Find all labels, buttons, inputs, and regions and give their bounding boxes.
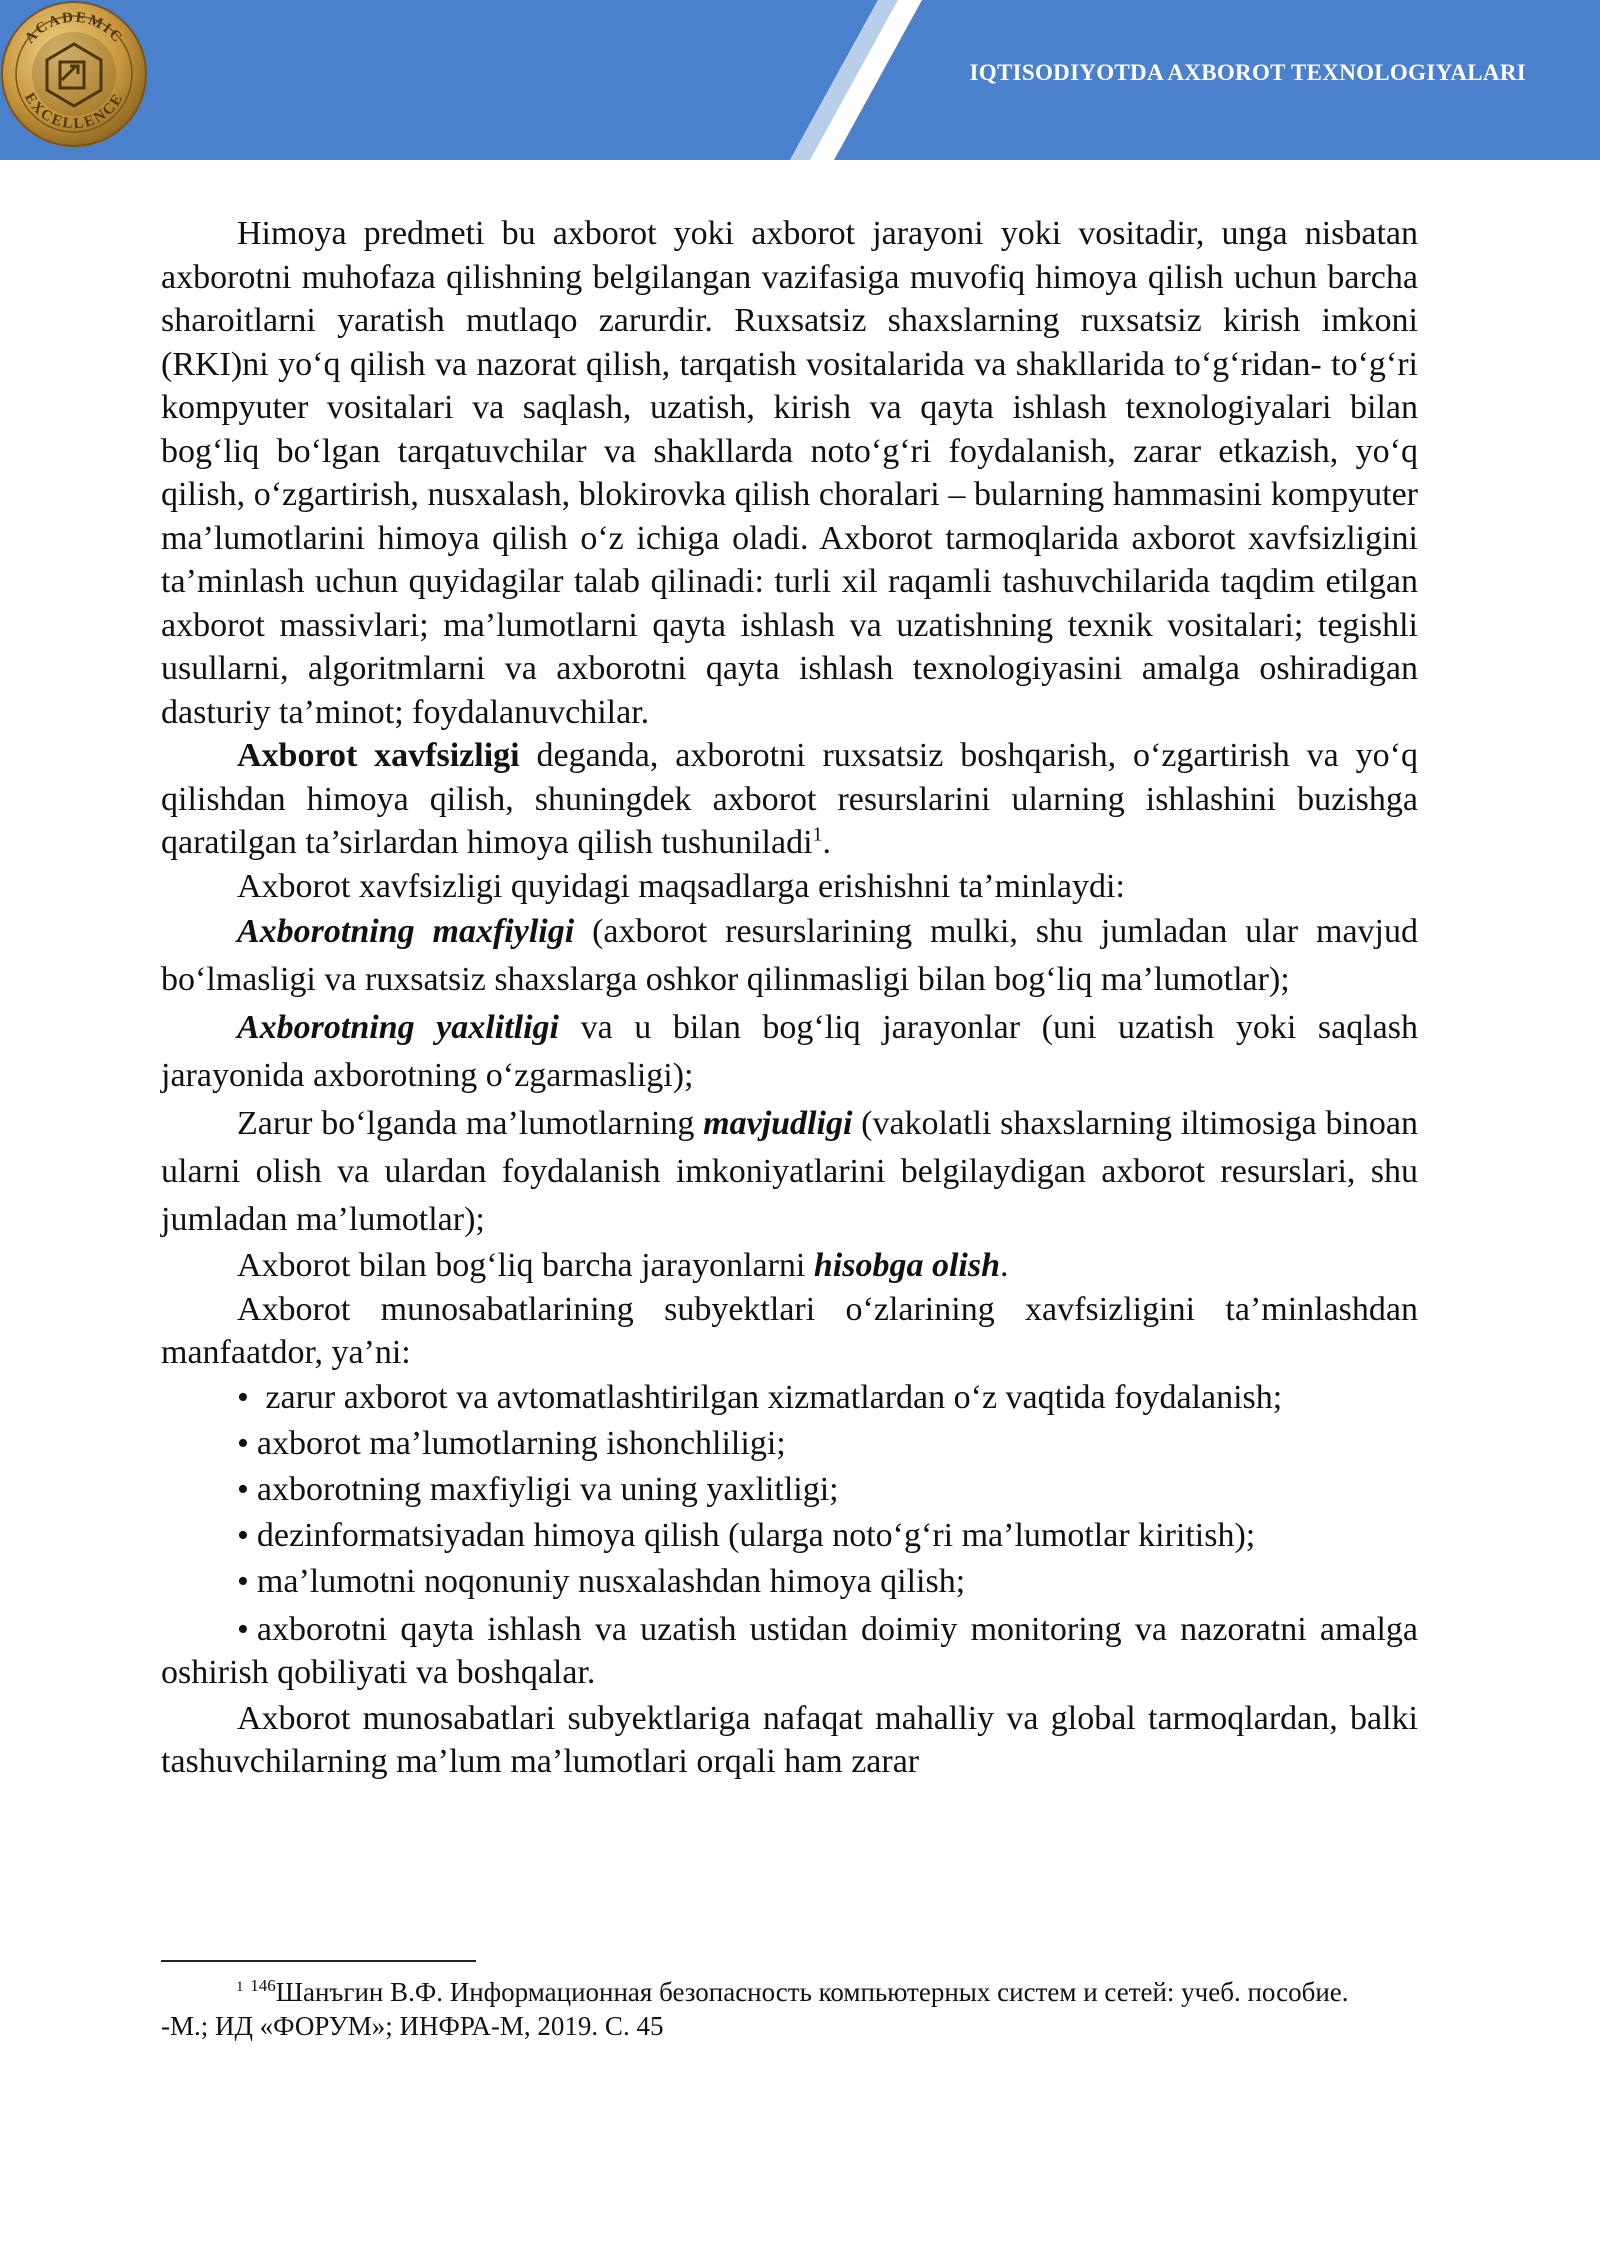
term-hisobga-olish: hisobga olish: [813, 1247, 1000, 1284]
list-item-text: axborotning maxfiyligi va uning yaxlitligi;: [256, 1470, 839, 1508]
list-item: [161, 1559, 1418, 1605]
svg-text:ACADEMIC: ACADEMIC: [21, 9, 127, 47]
paragraph-8: Axborot munosabatlarining subyektlari o‘zlarining xavfsizligini ta’minlashdan manfaatdor, ya’ni:: [161, 1290, 1418, 1371]
list-item: [161, 1421, 1418, 1467]
bullet-icon: •: [237, 1378, 249, 1416]
paragraph-6: [161, 1100, 1418, 1244]
paragraph-7-start: Axborot bilan bog‘liq barcha jarayonlarni: [237, 1247, 814, 1284]
paragraph-5: [161, 1004, 1418, 1100]
term-yaxlitlik: Axborotning yaxlitligi: [237, 1009, 559, 1046]
footnote-text: Шанъгин В.Ф. Информационная безопасность компьютерных систем и сетей: учеб. пособие. -М.; ИД «ФОРУМ»; ИНФРА-М, 2019. С. 45: [161, 1977, 1349, 2041]
header-title: IQTISODIYOTDA AXBOROT TEXNOLOGIYALARI: [969, 60, 1526, 85]
paragraph-7: [161, 1244, 1418, 1288]
paragraph-3: Axborot xavfsizligi quyidagi maqsadlarga erishishni ta’minlaydi:: [237, 867, 1125, 905]
term-mavjudlik: mavjudligi: [703, 1105, 853, 1142]
paragraph-2-end: .: [822, 824, 832, 861]
list-item: [161, 1375, 1418, 1421]
paragraph-6-start: Zarur bo‘lganda ma’lumotlarning: [237, 1105, 704, 1142]
paragraph-2: [161, 734, 1418, 865]
footnote-mark: 1: [236, 1979, 244, 1995]
academic-excellence-logo: [0, 0, 148, 148]
paragraph-2-text: deganda, axborotni ruxsatsiz boshqarish, o‘zgartirish va yo‘q qilishdan himoya qilish, shuningdek axborot resurslarini ularning ishlashini buzishga qaratilgan ta’sirlardan himoya qilish tushuniladi: [161, 737, 1418, 861]
list-item-text: zarur axborot va avtomatlashtirilgan xizmatlardan o‘z vaqtida foydalanish;: [265, 1378, 1283, 1416]
term-maxfiylik: Axborotning maxfiyligi: [237, 913, 575, 950]
list-item-text: dezinformatsiyadan himoya qilish (ularga noto‘g‘ri ma’lumotlar kiritish);: [256, 1516, 1256, 1554]
footnote-divider: [161, 1960, 476, 1962]
footnote-ref-number: 146: [250, 1976, 276, 1995]
svg-text:EXCELLENCE: EXCELLENCE: [21, 90, 127, 133]
list-item-text: ma’lumotni noqonuniy nusxalashdan himoya qilish;: [256, 1562, 966, 1600]
footnote-reference[interactable]: 1: [812, 823, 823, 846]
paragraph-9: Axborot munosabatlari subyektlariga nafaqat mahalliy va global tarmoqlardan, balki tashuvchilarning ma’lum ma’lumotlari orqali ham zarar: [161, 1699, 1418, 1780]
paragraph-5-text: va u bilan bog‘liq jarayonlar (uni uzatish yoki saqlash jarayonida axborotning o‘zgarmasligi);: [161, 1009, 1418, 1094]
bullet-list: [161, 1375, 1418, 1695]
page-header: [0, 0, 1600, 160]
list-item: [161, 1608, 1418, 1695]
paragraph-1: Himoya predmeti bu axborot yoki axborot jarayoni yoki vositadir, unga nisbatan axborotni muhofaza qilishning belgilangan vazifasiga muvofiq himoya qilish uchun barcha sharoitlarni yaratish mutlaqo zarurdir. Ruxsatsiz shaxslarning ruxsatsiz kirish imkoni (RKI)ni yo‘q qilish va nazorat qilish, tarqatish vositalarida va shakllarida to‘g‘ridan- to‘g‘ri kompyuter vositalari va saqlash, uzatish, kirish va qayta ishlash texnologiyalari bilan bog‘liq bo‘lgan tarqatuvchilar va shakllarda noto‘g‘ri foydalanish, zarar etkazish, yo‘q qilish, o‘zgartirish, nusxalash, blokirovka qilish choralari – bularning hammasini kompyuter ma’lumotlarini himoya qilish o‘z ichiga oladi. Axborot tarmoqlarida axborot xavfsizligini ta’minlash uchun quyidagilar talab qilinadi: turli xil raqamli tashuvchilarida taqdim etilgan axborot massivlari; ma’lumotlarni qayta ishlash va uzatishning texnik vositalari; tegishli usullarni, algoritmlarni va axborotni qayta ishlash texnologiyasini amalga oshiradigan dasturiy ta’minot; foydalanuvchilar.: [161, 215, 1418, 731]
term-axborot-xavfsizligi: Axborot xavfsizligi: [237, 737, 520, 774]
paragraph-7-end: .: [1000, 1247, 1009, 1284]
bullet-icon: •: [237, 1424, 249, 1462]
main-text: [161, 212, 1418, 1784]
bullet-icon: •: [237, 1610, 249, 1648]
bullet-icon: •: [237, 1470, 249, 1508]
bullet-icon: •: [237, 1562, 249, 1600]
paragraph-6-text: (vakolatli shaxslarning iltimosiga binoan ularni olish va ulardan foydalanish imkoniyatlarini belgilaydigan axborot resurslari, shu jumladan ma’lumotlar);: [161, 1105, 1418, 1238]
footnote: [161, 1975, 1361, 2043]
list-item-text: axborot ma’lumotlarning ishonchliligi;: [256, 1424, 786, 1462]
list-item-text: axborotni qayta ishlash va uzatish ustidan doimiy monitoring va nazoratni amalga oshirish qobiliyati va boshqalar.: [161, 1610, 1418, 1691]
paragraph-4-text: (axborot resurslarining mulki, shu jumladan ular mavjud bo‘lmasligi va ruxsatsiz shaxslarga oshkor qilinmasligi bilan bog‘liq ma’lumotlar);: [161, 913, 1418, 998]
list-item: [161, 1513, 1418, 1559]
bullet-icon: •: [237, 1516, 249, 1554]
paragraph-4: [161, 908, 1418, 1004]
list-item: [161, 1467, 1418, 1513]
